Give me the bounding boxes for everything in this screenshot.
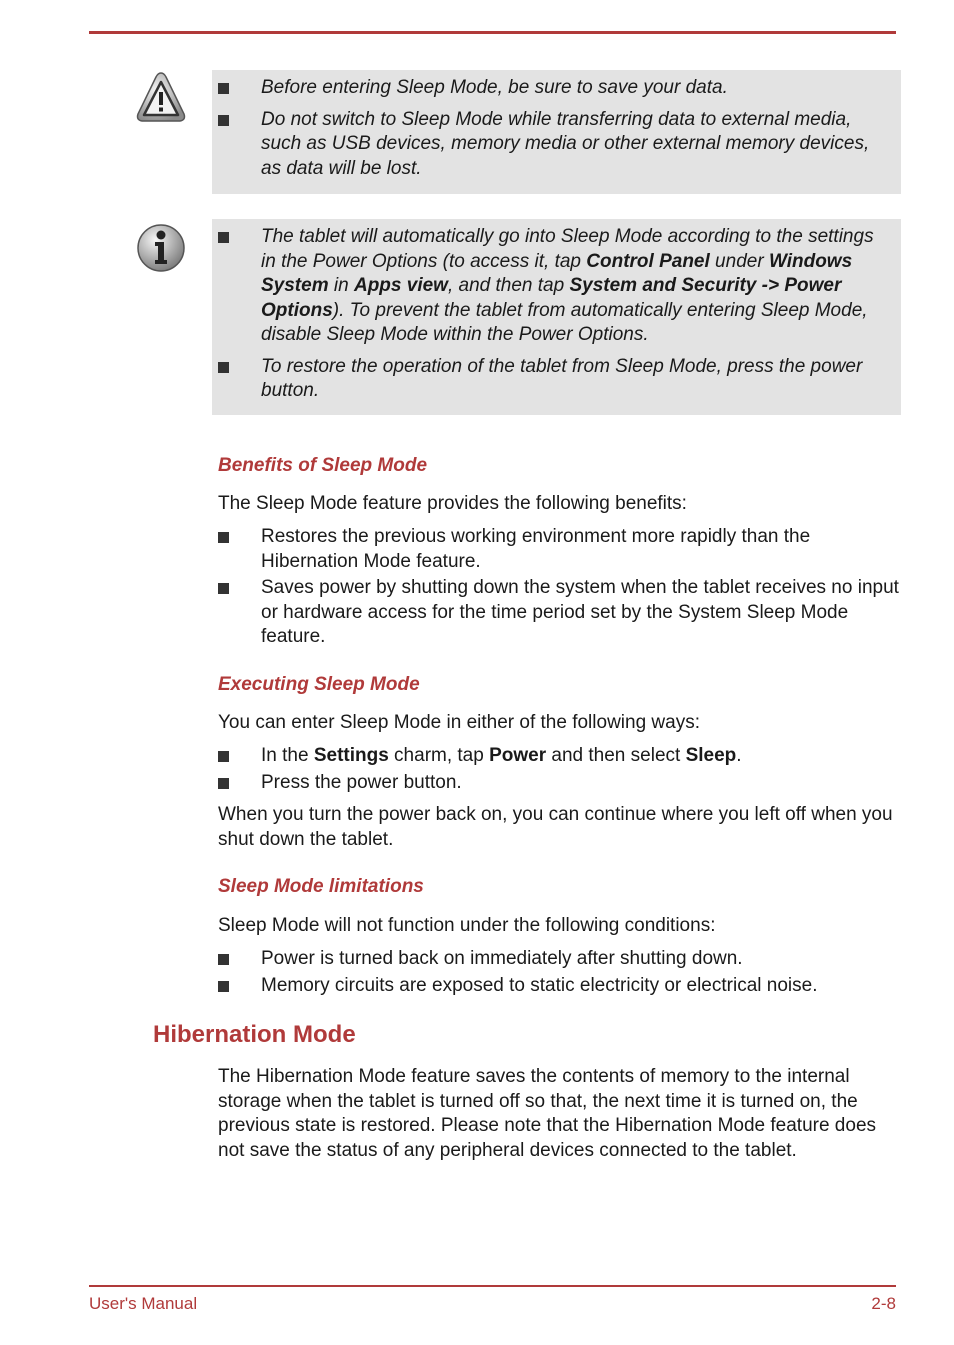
list-item: To restore the operation of the tablet from Sleep Mode, press the power button.: [212, 355, 893, 404]
list-item: Power is turned back on immediately after shutting down.: [212, 947, 902, 972]
warning-icon: [136, 70, 186, 130]
footer-manual-title: User's Manual: [89, 1294, 198, 1313]
hibernation-body: The Hibernation Mode feature saves the contents of memory to the internal storage when the tablet is turned off so that, the next time it is turned on, the previous state is restored. Please note that the Hibernation Mode feature does not save the status of any peripheral devices connected to the tablet.: [218, 1066, 877, 1161]
section-heading-limitations: Sleep Mode limitations: [218, 876, 424, 897]
info-icon: [136, 221, 186, 281]
list-item: Restores the previous working environment more rapidly than the Hibernation Mode feature.: [212, 525, 902, 574]
footer-rule: [89, 1285, 896, 1287]
list-item: Memory circuits are exposed to static electricity or electrical noise.: [212, 974, 902, 999]
limitations-list: [212, 947, 902, 1000]
section-heading-benefits: Benefits of Sleep Mode: [218, 455, 428, 476]
executing-list: [212, 744, 902, 797]
limitations-intro: Sleep Mode will not function under the following conditions:: [218, 915, 716, 936]
list-item: In the Settings charm, tap Power and then select Sleep.: [212, 744, 902, 769]
list-item: Press the power button.: [212, 771, 902, 796]
executing-outro: When you turn the power back on, you can continue where you left off when you shut down the tablet.: [218, 804, 893, 850]
executing-intro: You can enter Sleep Mode in either of the following ways:: [218, 712, 700, 733]
warning-note: [212, 70, 901, 194]
benefits-list: [212, 525, 902, 652]
list-item: Saves power by shutting down the system when the tablet receives no input or hardware access for the time period set by the System Sleep Mode feature.: [212, 576, 902, 650]
info-note: [212, 219, 901, 415]
section-title-hibernation: Hibernation Mode: [153, 1021, 356, 1048]
benefits-intro: The Sleep Mode feature provides the following benefits:: [218, 493, 687, 514]
page-number: 2-8: [871, 1294, 896, 1313]
section-heading-executing: Executing Sleep Mode: [218, 674, 420, 695]
list-item: The tablet will automatically go into Sleep Mode according to the settings in the Power Options (to access it, tap Control Panel under Windows System in Apps view, and then tap System and Security -> Power Options). To prevent the tablet from automatically entering Sleep Mode, disable Sleep Mode within the Power Options.: [212, 225, 893, 348]
list-item: Do not switch to Sleep Mode while transferring data to external media, such as USB devices, memory media or other external memory devices, as data will be lost.: [212, 108, 893, 182]
header-rule: [89, 31, 896, 34]
list-item: Before entering Sleep Mode, be sure to save your data.: [212, 76, 893, 101]
